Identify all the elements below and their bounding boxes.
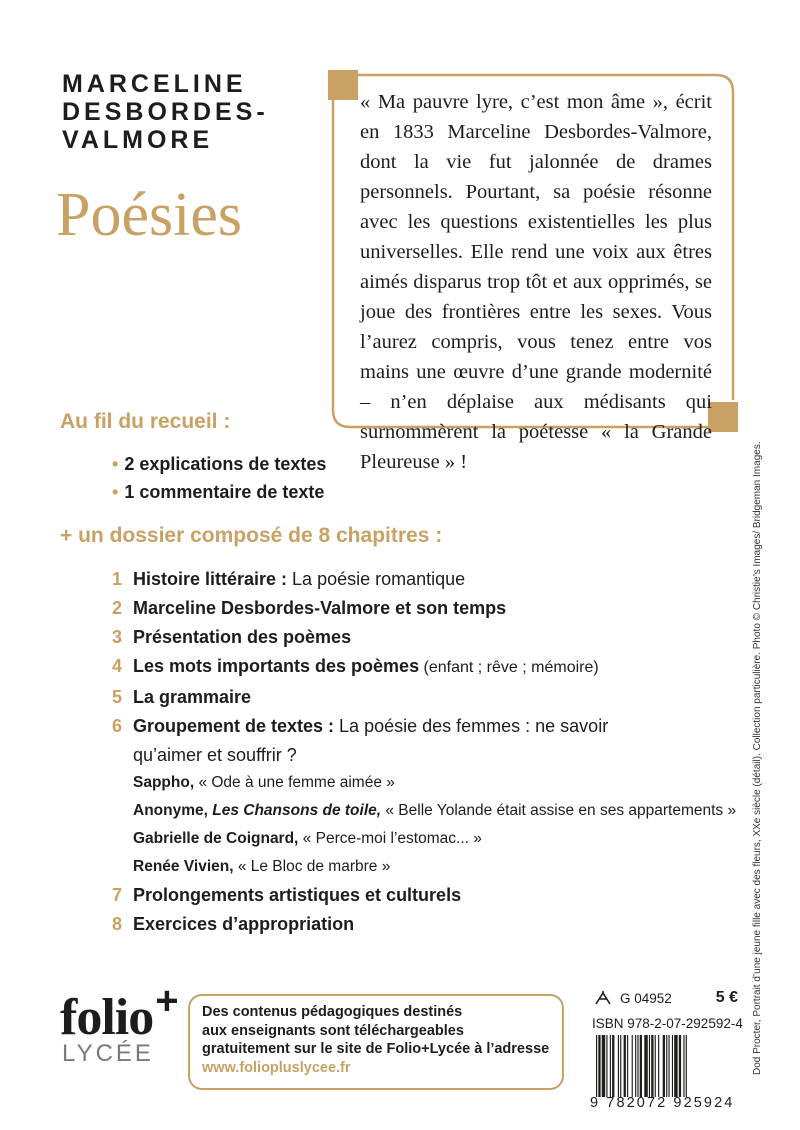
barcode-digits: 9 782072 925924: [590, 1095, 735, 1111]
logo-lycee: LYCÉE: [62, 1040, 154, 1067]
chapter-item: 5 La grammaire: [112, 687, 252, 707]
info-line: Des contenus pédagogiques destinés: [202, 1004, 463, 1020]
product-code: G 04952: [620, 991, 672, 1006]
text-entry: Renée Vivien, « Le Bloc de marbre »: [133, 858, 391, 875]
info-box: [188, 994, 564, 1090]
recueil-heading: Au fil du recueil :: [60, 410, 231, 433]
info-line: gratuitement sur le site de Folio+Lycée à l’adresse: [202, 1041, 550, 1057]
back-cover-quote: « Ma pauvre lyre, c’est mon âme », écrit en 1833 Marceline Desbordes-Valmore, dont la vie fut jalonnée de drames personnels. Pourtant, sa poésie résonne avec les questions existentielles les plus universelles. Elle rend une voix aux êtres aimés disparus trop tôt et aux opprimés, se joue des frontières entre les sexes. Vous l’aurez compris, vous tenez entre vos mains une œuvre d’une grande modernité – n’en déplaise aux médisants qui surnommèrent la poétesse « la Grande Pleureuse » !: [360, 91, 712, 473]
chapter-item: 3 Présentation des poèmes: [112, 627, 352, 647]
quote-box: [328, 70, 738, 473]
folio-lycee-logo: [60, 979, 179, 1068]
info-text: [202, 1003, 549, 1077]
price-block: [590, 990, 742, 1111]
book-title: Poésies: [56, 181, 242, 249]
chapter-item: 6 Groupement de textes : La poésie des femmes : ne savoir: [112, 716, 609, 736]
author-line: DESBORDES-: [62, 98, 269, 126]
chapter-item: 2 Marceline Desbordes-Valmore et son temps: [112, 598, 507, 618]
info-line: aux enseignants sont téléchargeables: [202, 1022, 464, 1039]
text-entry: Sappho, « Ode à une femme aimée »: [133, 774, 395, 791]
isbn: ISBN 978-2-07-292592-4: [592, 1016, 743, 1031]
chapter-item: 4 Les mots importants des poèmes (enfant ; rêve ; mémoire): [112, 656, 599, 676]
price: 5 €: [715, 989, 738, 1006]
text-entry: Gabrielle de Coignard, « Perce-moi l’estomac... »: [133, 830, 482, 847]
author-name: [62, 70, 269, 154]
author-line: VALMORE: [62, 126, 214, 154]
chapter-item: 7 Prolongements artistiques et culturels: [112, 885, 462, 905]
logo-plus: +: [155, 979, 179, 1023]
chapter-continuation: qu’aimer et souffrir ?: [133, 745, 297, 765]
chapter-list: [112, 565, 736, 939]
barcode: [590, 1035, 740, 1097]
author-line: MARCELINE: [62, 70, 247, 98]
chapter-item: 1 Histoire littéraire : La poésie romantique: [112, 569, 466, 589]
chapter-item: 8 Exercices d’appropriation: [112, 914, 355, 934]
gallimard-icon: [594, 990, 612, 1006]
list-item: • 2 explications de textes: [112, 454, 327, 474]
list-item: • 1 commentaire de texte: [112, 482, 325, 502]
text-entry: Anonyme, Les Chansons de toile, « Belle Yolande était assise en ses appartements »: [133, 802, 737, 819]
dossier-heading: + un dossier composé de 8 chapitres :: [60, 524, 443, 547]
recueil-list: [112, 450, 326, 506]
logo-word: folio: [60, 989, 154, 1046]
photo-credit: Dod Procter, Portrait d’une jeune fille avec des fleurs, XXe siècle (détail). Collection particulière. Photo © Christie’s Images/ Bridgeman Images.: [752, 441, 763, 1075]
info-url[interactable]: www.foliopluslycee.fr: [202, 1059, 351, 1076]
